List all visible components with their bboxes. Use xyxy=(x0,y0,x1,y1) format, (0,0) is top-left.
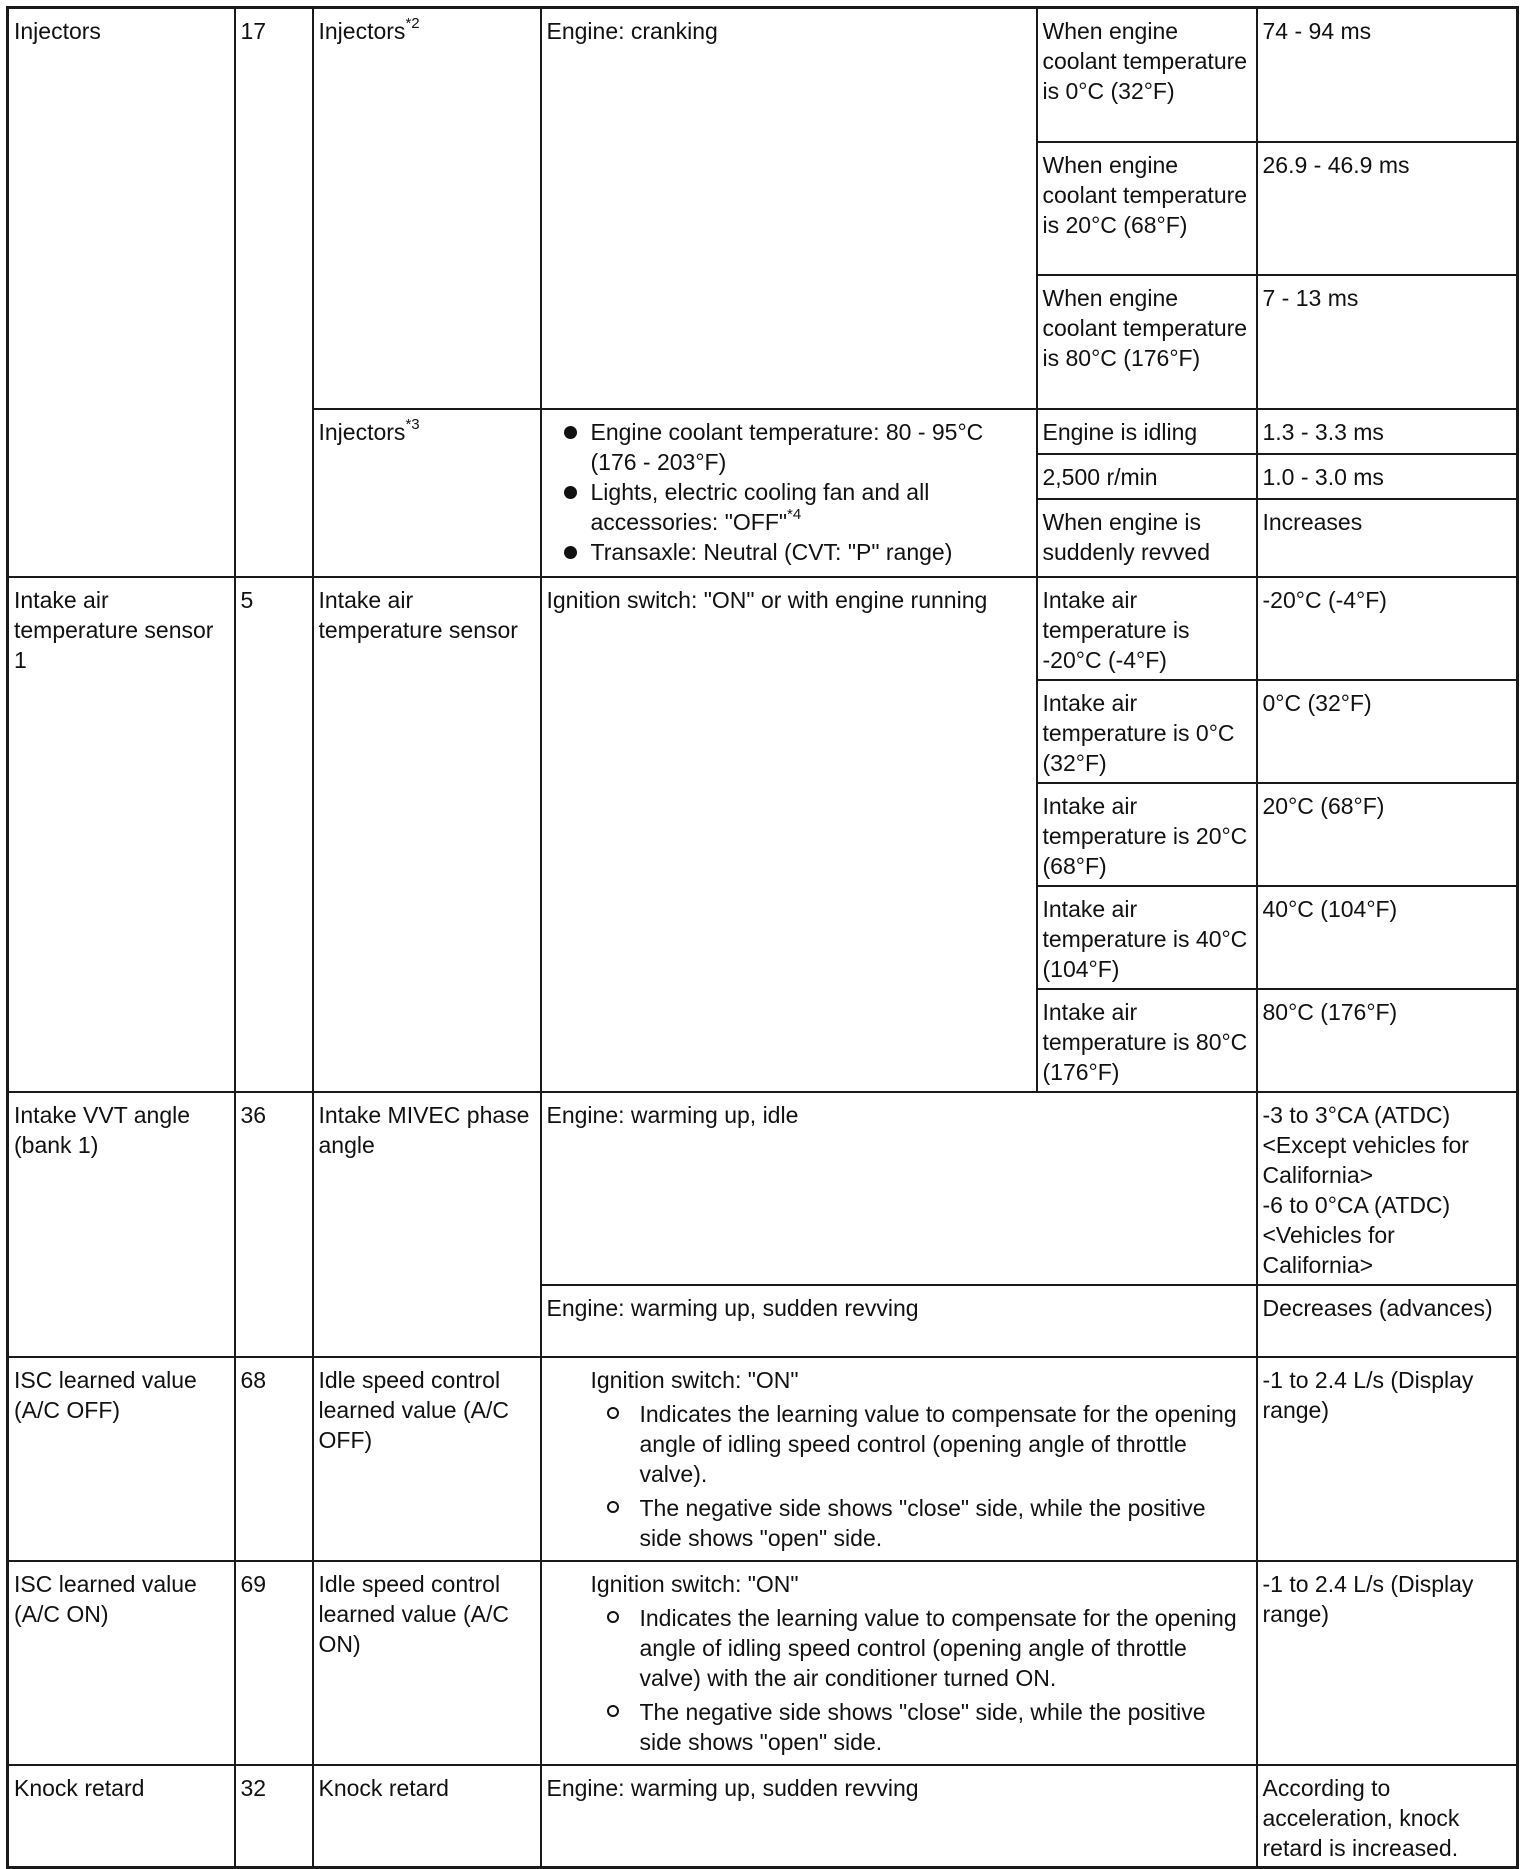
condition-cell: Engine: cranking xyxy=(541,8,1037,409)
condition-cell: Engine: warming up, sudden revving xyxy=(541,1285,1257,1357)
value-cell: Increases xyxy=(1257,499,1518,577)
number-cell: 69 xyxy=(235,1561,313,1765)
table-row xyxy=(8,1357,1518,1561)
sub-item-cell: Knock retard xyxy=(313,1765,541,1868)
list-item: Engine coolant temperature: 80 - 95°C (176 - 203°F) xyxy=(591,417,1031,477)
condition-cell: Ignition switch: "ON" Indicates the learning value to compensate for the opening angle of idling speed control (opening angle of throttle valve) with the air conditioner turned ON. The negative side shows "close" side, while the positive side shows "open" side. xyxy=(541,1561,1257,1765)
service-data-table xyxy=(6,6,1519,1869)
item-cell: Intake VVT angle (bank 1) xyxy=(8,1092,235,1357)
note-list xyxy=(547,1399,1251,1553)
check-cell: Engine is idling xyxy=(1037,409,1257,454)
check-cell: When engine coolant temperature is 0°C (32°F) xyxy=(1037,8,1257,142)
condition-cell xyxy=(541,409,1037,577)
sub-item-cell: Injectors$^{*2}$ xyxy=(313,8,541,409)
number-cell: 36 xyxy=(235,1092,313,1357)
number-cell: 32 xyxy=(235,1765,313,1868)
sub-item-cell: Idle speed control learned value (A/C ON) xyxy=(313,1561,541,1765)
value-cell: 40°C (104°F) xyxy=(1257,886,1518,989)
check-cell: Intake air temperature is 20°C (68°F) xyxy=(1037,783,1257,886)
item-cell: ISC learned value (A/C ON) xyxy=(8,1561,235,1765)
condition-bullet-list xyxy=(547,417,1031,567)
check-cell: Intake air temperature is 0°C (32°F) xyxy=(1037,680,1257,783)
check-cell: Intake air temperature is -20°C (-4°F) xyxy=(1037,577,1257,680)
value-cell: 74 - 94 ms xyxy=(1257,8,1518,142)
value-cell: 7 - 13 ms xyxy=(1257,275,1518,409)
table-row xyxy=(8,1765,1518,1868)
list-item: Transaxle: Neutral (CVT: "P" range) xyxy=(591,537,1031,567)
value-cell: 1.0 - 3.0 ms xyxy=(1257,454,1518,499)
condition-cell: Engine: warming up, idle xyxy=(541,1092,1257,1285)
value-cell: -1 to 2.4 L/s (Display range) xyxy=(1257,1357,1518,1561)
item-cell: ISC learned value (A/C OFF) xyxy=(8,1357,235,1561)
value-cell: -3 to 3°CA (ATDC) <Except vehicles for California> -6 to 0°CA (ATDC) <Vehicles for California> xyxy=(1257,1092,1518,1285)
value-cell: 0°C (32°F) xyxy=(1257,680,1518,783)
item-cell: Injectors xyxy=(8,8,235,577)
check-cell: Intake air temperature is 80°C (176°F) xyxy=(1037,989,1257,1092)
list-item: Indicates the learning value to compensate for the opening angle of idling speed control (opening angle of throttle valve). xyxy=(640,1399,1251,1489)
value-cell: 1.3 - 3.3 ms xyxy=(1257,409,1518,454)
list-item: The negative side shows "close" side, while the positive side shows "open" side. xyxy=(640,1493,1251,1553)
value-cell: Decreases (advances) xyxy=(1257,1285,1518,1357)
check-cell: Intake air temperature is 40°C (104°F) xyxy=(1037,886,1257,989)
sub-item-cell: Intake air temperature sensor xyxy=(313,577,541,1092)
condition-cell: Engine: warming up, sudden revving xyxy=(541,1765,1257,1868)
number-cell: 68 xyxy=(235,1357,313,1561)
check-cell: 2,500 r/min xyxy=(1037,454,1257,499)
value-cell: 20°C (68°F) xyxy=(1257,783,1518,886)
list-item: Indicates the learning value to compensate for the opening angle of idling speed control (opening angle of throttle valve) with the air conditioner turned ON. xyxy=(640,1603,1251,1693)
value-cell: -20°C (-4°F) xyxy=(1257,577,1518,680)
check-cell: When engine is suddenly revved xyxy=(1037,499,1257,577)
list-item: Lights, electric cooling fan and all accessories: "OFF"$^{*4}$ xyxy=(591,477,1031,537)
number-cell: 17 xyxy=(235,8,313,577)
value-cell: According to acceleration, knock retard is increased. xyxy=(1257,1765,1518,1868)
note-list xyxy=(547,1603,1251,1757)
check-cell: When engine coolant temperature is 80°C (176°F) xyxy=(1037,275,1257,409)
list-item: The negative side shows "close" side, while the positive side shows "open" side. xyxy=(640,1697,1251,1757)
sub-item-cell: Idle speed control learned value (A/C OFF) xyxy=(313,1357,541,1561)
value-cell: -1 to 2.4 L/s (Display range) xyxy=(1257,1561,1518,1765)
table-row xyxy=(8,577,1518,680)
number-cell: 5 xyxy=(235,577,313,1092)
condition-cell: Ignition switch: "ON" Indicates the learning value to compensate for the opening angle of idling speed control (opening angle of throttle valve). The negative side shows "close" side, while the positive side shows "open" side. xyxy=(541,1357,1257,1561)
sub-item-cell: Intake MIVEC phase angle xyxy=(313,1092,541,1357)
table-row xyxy=(8,1561,1518,1765)
value-cell: 80°C (176°F) xyxy=(1257,989,1518,1092)
value-cell: 26.9 - 46.9 ms xyxy=(1257,142,1518,275)
table-row xyxy=(8,8,1518,142)
item-cell: Knock retard xyxy=(8,1765,235,1868)
sub-item-cell: Injectors$^{*3}$ xyxy=(313,409,541,577)
condition-cell: Ignition switch: "ON" or with engine running xyxy=(541,577,1037,1092)
item-cell: Intake air temperature sensor 1 xyxy=(8,577,235,1092)
table-row xyxy=(8,1092,1518,1285)
check-cell: When engine coolant temperature is 20°C (68°F) xyxy=(1037,142,1257,275)
